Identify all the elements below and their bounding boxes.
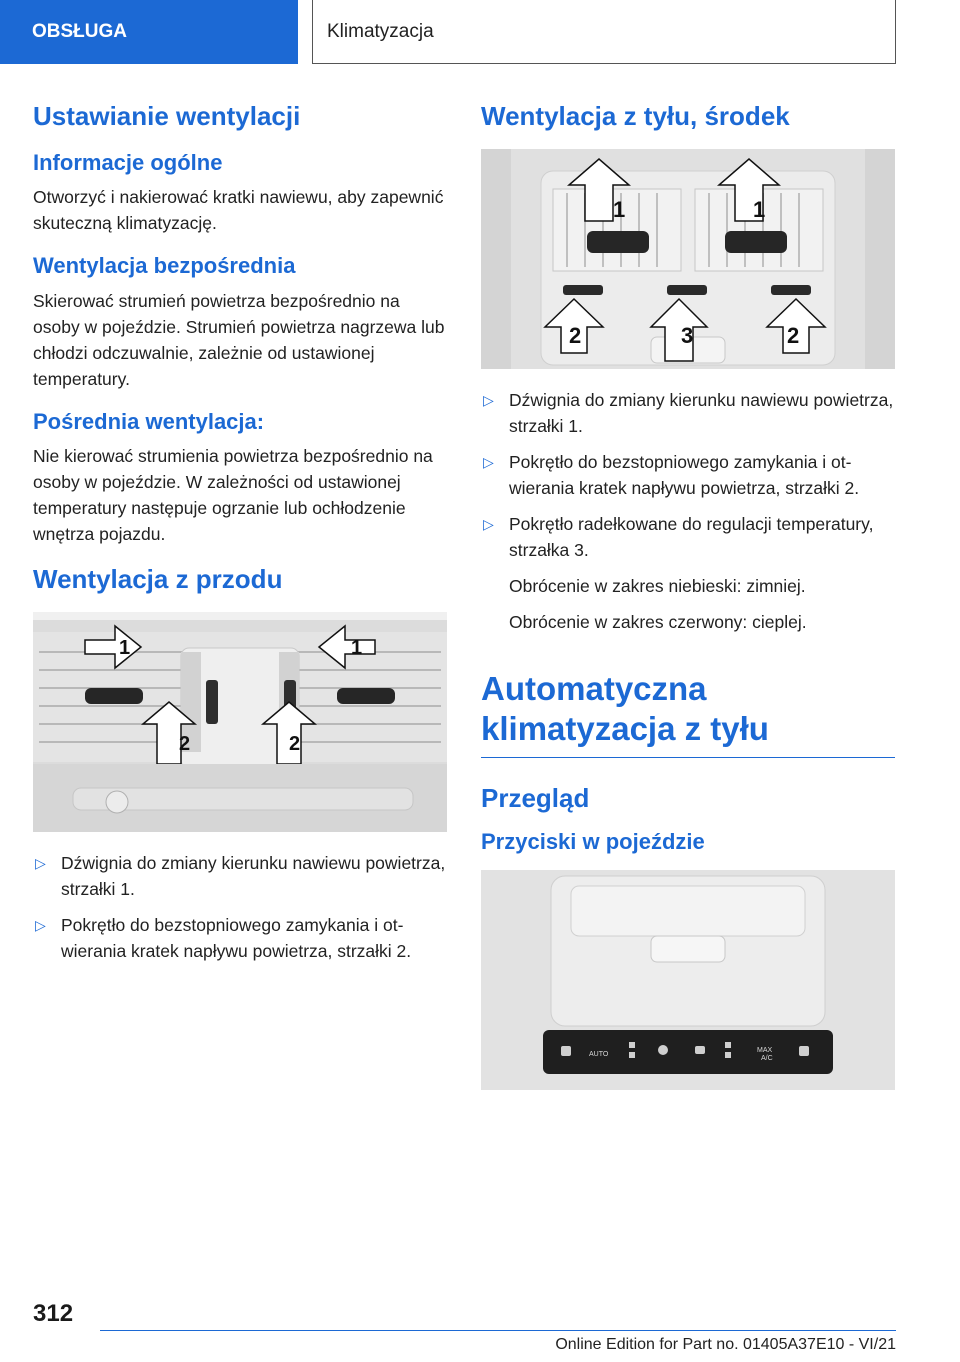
heading-overview: Przegląd	[481, 782, 590, 813]
heading-front-ventilation: Wentylacja z przodu	[33, 564, 283, 594]
list-item: ▷ Pokrętło do bezstopniowego zamykania i otwierania kratek napływu powietrza, strzałki 2.	[481, 449, 895, 501]
triangle-bullet-icon: ▷	[483, 391, 494, 408]
footer-edition: Online Edition for Part no. 01405A37E10 - VI/21	[555, 1336, 896, 1353]
rear-list	[481, 387, 895, 563]
heading-direct-ventilation: Wentylacja bezpośrednia	[33, 253, 296, 278]
triangle-bullet-icon: ▷	[35, 916, 46, 933]
rear-callout-1-right: 1	[753, 196, 766, 222]
left-column	[33, 100, 447, 974]
heading-ventilation-setting: Ustawianie wentylacji	[33, 101, 301, 131]
ac-button-label: A/C	[761, 1054, 773, 1062]
section-tab-label: OBSŁUGA	[32, 21, 127, 42]
max-button-label: MAX	[757, 1046, 773, 1054]
front-vents-photo	[33, 612, 447, 832]
paragraph-indirect-ventilation: Nie kierować strumienia powietrza bezpośrednio na osoby w pojeździe. W zależności od ustawionej temperatury następuje ogrzanie lub ochłodzenie wnętrza pojazdu.	[33, 446, 433, 544]
list-item: ▷ Dźwignia do zmiany kierunku nawiewu powietrza, strzałki 1.	[33, 850, 447, 902]
front-callout-1-left: 1	[119, 636, 131, 659]
front-callout-2-left: 2	[179, 732, 191, 755]
heading-buttons-in-vehicle: Przyciski w pojeździe	[481, 829, 705, 854]
rear-callout-3: 3	[681, 322, 694, 348]
list-item: ▷ Pokrętło radełkowane do regulacji temperatury, strzałka 3.	[481, 511, 895, 563]
paragraph-general-info: Otworzyć i nakierować kratki nawiewu, aby zapewnić skuteczną klimatyzację.	[33, 187, 444, 233]
rear-callout-1-left: 1	[613, 196, 626, 222]
heading-indirect-ventilation: Pośrednia wentylacja:	[33, 408, 265, 434]
triangle-bullet-icon: ▷	[483, 515, 494, 532]
right-column	[481, 100, 895, 1108]
list-item: ▷ Pokrętło do bezstopniowego zamykania i otwierania kratek napływu powietrza, strzałki 2.	[33, 912, 447, 964]
chapter-tab	[312, 0, 896, 64]
heading-auto-climate-rear: Automatyczna klimatyzacja z tyłu	[481, 669, 895, 758]
heading-rear-center: Wentylacja z tyłu, środek	[481, 101, 790, 131]
page-number: 312	[33, 1300, 74, 1327]
front-callout-1-right: 1	[351, 636, 363, 659]
section-tab	[0, 0, 298, 64]
triangle-bullet-icon: ▷	[35, 854, 46, 871]
list-item: ▷ Dźwignia do zmiany kierunku nawiewu powietrza, strzałki 1.	[481, 387, 895, 439]
heading-general-info: Informacje ogólne	[33, 149, 223, 175]
front-list	[33, 850, 447, 964]
front-callout-2-right: 2	[289, 732, 301, 755]
rear-callout-2-left: 2	[569, 322, 582, 348]
rotate-blue-text: Obrócenie w zakres niebieski: zimniej.	[509, 575, 806, 596]
paragraph-direct-ventilation: Skierować strumień powietrza bezpośrednio na osoby w pojeździe. Strumień powietrza nagrzewa lub chłodzi odczuwalnie, zależnie od ustawionej temperatury.	[33, 290, 445, 389]
rotate-red-text: Obrócenie w zakres czerwony: cieplej.	[509, 611, 807, 632]
rear-center-vents-photo	[481, 149, 895, 369]
rear-callout-2-right: 2	[787, 322, 800, 348]
rear-climate-panel-photo	[481, 870, 895, 1090]
triangle-bullet-icon: ▷	[483, 453, 494, 470]
footer-divider	[100, 1330, 896, 1331]
chapter-tab-label: Klimatyzacja	[327, 20, 434, 42]
auto-button-label: AUTO	[589, 1050, 609, 1058]
